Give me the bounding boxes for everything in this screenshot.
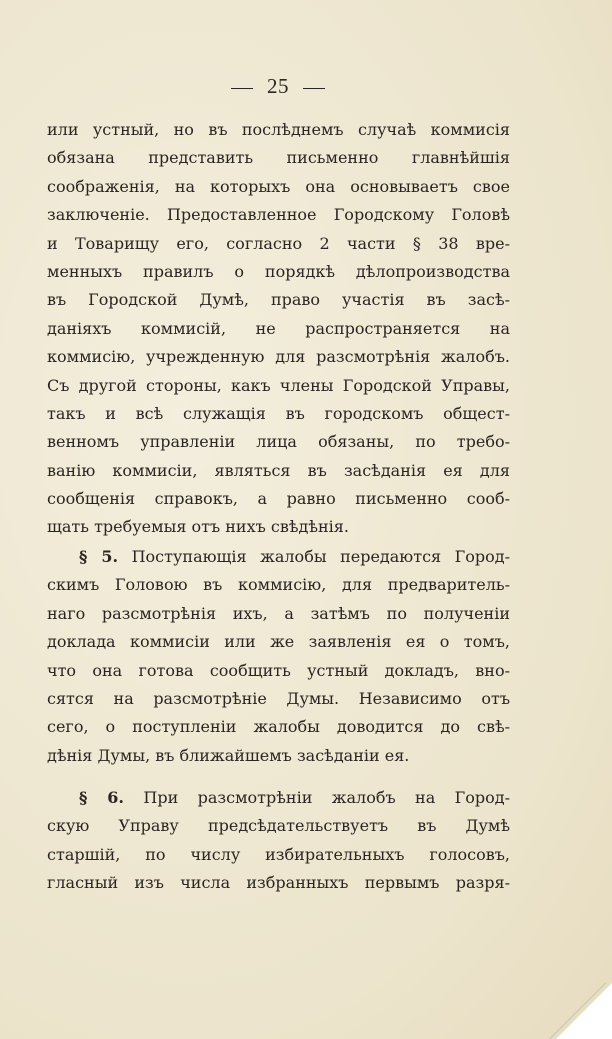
section-6-paragraph: [47, 784, 510, 898]
text-line: сего, о поступленіи жалобы доводится до свѣ-: [47, 717, 510, 737]
left-dash: [231, 88, 253, 89]
text-line: что она готова сообщить устный докладъ, вно-: [47, 660, 510, 680]
text-line: старшій, по числу избирательныхъ голосовъ,: [47, 844, 510, 864]
text-line: наго разсмотрѣнія ихъ, а затѣмъ по полученіи: [47, 603, 510, 623]
text-line: щать требуемыя отъ нихъ свѣдѣнія.: [47, 517, 349, 537]
text-line: заключеніе. Предоставленное Городскому Головѣ: [47, 205, 510, 225]
text-line: сятся на разсмотрѣніе Думы. Независимо отъ: [47, 688, 510, 708]
text-line: коммисію, учрежденную для разсмотрѣнія жалобъ.: [47, 347, 510, 367]
section-5-paragraph: [47, 543, 510, 770]
text-line: При разсмотрѣніи жалобъ на Город-: [143, 788, 510, 807]
text-line: скую Управу предсѣдательствуетъ въ Думѣ: [47, 816, 510, 836]
text-line: доклада коммисіи или же заявленія ея о томъ,: [47, 632, 510, 652]
text-line: скимъ Головою въ коммисію, для предваритель-: [47, 575, 510, 595]
text-line: Поступающія жалобы передаются Город-: [131, 547, 510, 566]
page-number-header: [0, 74, 556, 99]
text-line: ванію коммисіи, являться въ засѣданія ея для: [47, 460, 510, 480]
text-line: или устный, но въ послѣднемъ случаѣ коммисія: [47, 120, 510, 139]
torn-corner: [556, 983, 612, 1039]
text-line: сообщенія справокъ, а равно письменно сооб-: [47, 489, 510, 509]
text-line: дѣнія Думы, въ ближайшемъ засѣданіи ея.: [47, 745, 410, 765]
section-mark: § 5.: [79, 547, 119, 566]
text-line: Съ другой стороны, какъ члены Городской Управы,: [47, 375, 510, 395]
text-line: въ Городской Думѣ, право участія въ засѣ-: [47, 290, 510, 310]
section-first-line: [47, 543, 510, 571]
text-line: венномъ управленіи лица обязаны, по требо-: [47, 432, 510, 452]
text-line: и Товарищу его, согласно 2 части § 38 вре-: [47, 233, 510, 253]
text-line: обязана представить письменно главнѣйшія: [47, 148, 510, 168]
paragraph-continuation: [47, 116, 510, 542]
page-number: 25: [267, 74, 289, 98]
text-line: менныхъ правилъ о порядкѣ дѣлопроизводства: [47, 261, 510, 281]
section-first-line: [47, 784, 510, 812]
text-line: даніяхъ коммисій, не распространяется на: [47, 318, 510, 338]
right-dash: [303, 88, 325, 89]
text-line: гласный изъ числа избранныхъ первымъ разря-: [47, 873, 510, 893]
section-mark: § 6.: [79, 788, 124, 807]
text-line: соображенія, на которыхъ она основываетъ свое: [47, 176, 510, 196]
text-line: такъ и всѣ служащія въ городскомъ общест-: [47, 403, 510, 423]
